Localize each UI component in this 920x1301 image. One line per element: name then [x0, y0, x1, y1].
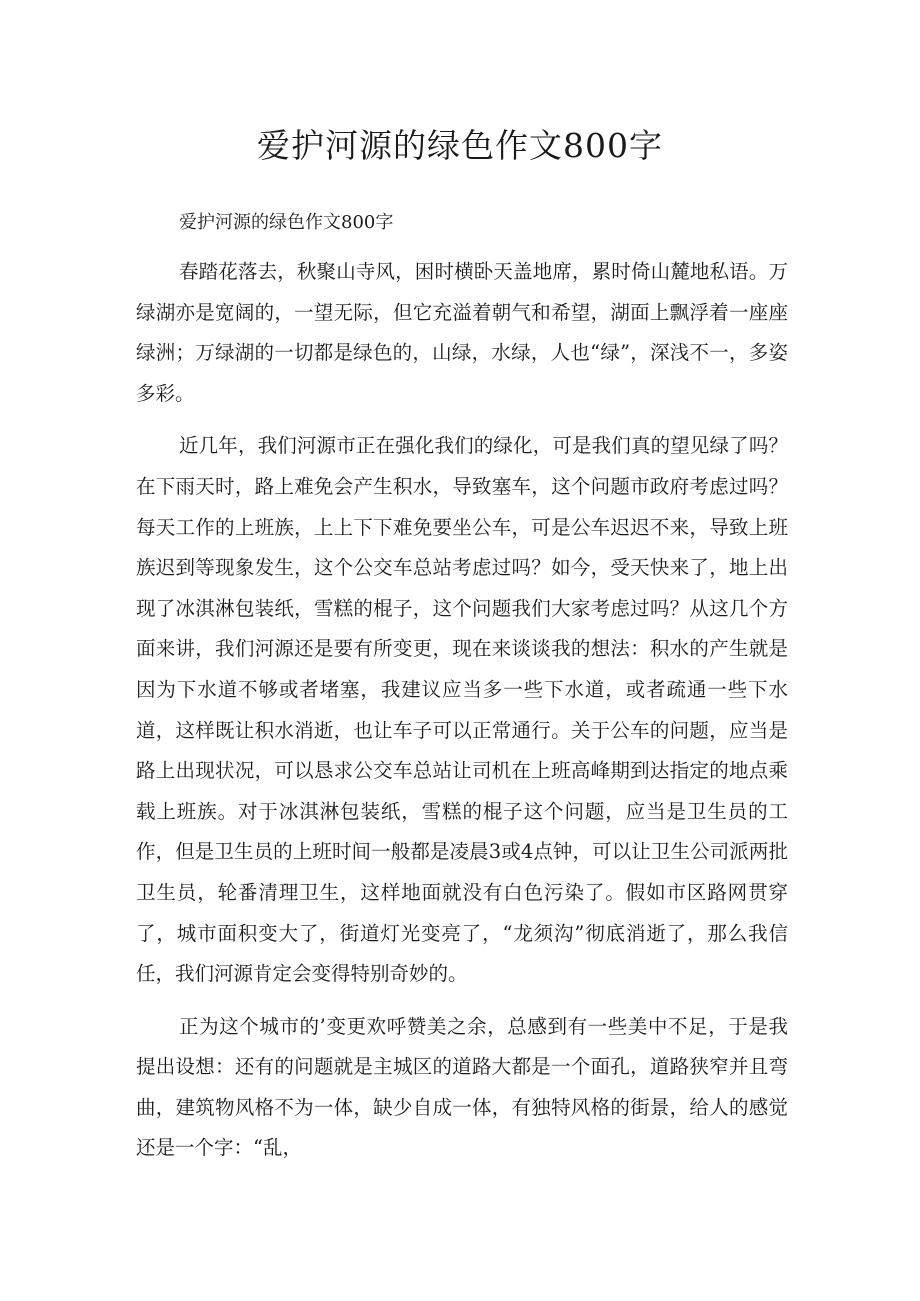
paragraph-2: 近几年，我们河源市正在强化我们的绿化，可是我们真的望见绿了吗？在下雨天时，路上难免会产生积水，导致塞车，这个问题市政府考虑过吗？每天工作的上班族，上上下下难免要坐公车，可是公车迟迟不来，导致上班族迟到等现象发生，这个公交车总站考虑过吗？如今，受天快来了，地上出现了冰淇淋包装纸，雪糕的棍子，这个问题我们大家考虑过吗？从这几个方面来讲，我们河源还是要有所变更，现在来谈谈我的想法：积水的产生就是因为下水道不够或者堵塞，我建议应当多一些下水道，或者疏通一些下水道，这样既让积水消逝，也让车子可以正常通行。关于公车的问题，应当是路上出现状况，可以恳求公交车总站让司机在上班高峰期到达指定的地点乘载上班族。对于冰淇淋包装纸，雪糕的棍子这个问题，应当是卫生员的工作，但是卫生员的上班时间一般都是凌晨3或4点钟，可以让卫生公司派两批卫生员，轮番清理卫生，这样地面就没有白色污染了。假如市区路网贯穿了，城市面积变大了，街道灯光变亮了，“龙须沟”彻底消逝了，那么我信任，我们河源肯定会变得特别奇妙的。	[136, 434, 788, 986]
document-title: 爱护河源的绿色作文800字	[257, 126, 663, 165]
document-subtitle: 爱护河源的绿色作文800字	[179, 212, 394, 233]
document-body	[136, 203, 788, 1169]
paragraph-1: 春踏花落去，秋聚山寺风，困时横卧天盖地席，累时倚山麓地私语。万绿湖亦是宽阔的，一望无际，但它充溢着朝气和希望，湖面上飘浮着一座座绿洲；万绿湖的一切都是绿色的，山绿，水绿，人也“绿”，深浅不一，多姿多彩。	[136, 260, 788, 405]
paragraph-3: 正为这个城市的’变更欢呼赞美之余，总感到有一些美中不足，于是我提出设想：还有的问题就是主城区的道路大都是一个面孔，道路狭窄并且弯曲，建筑物风格不为一体，缺少自成一体，有独特风格的街景，给人的感觉还是一个字：“乱，	[136, 1014, 788, 1160]
